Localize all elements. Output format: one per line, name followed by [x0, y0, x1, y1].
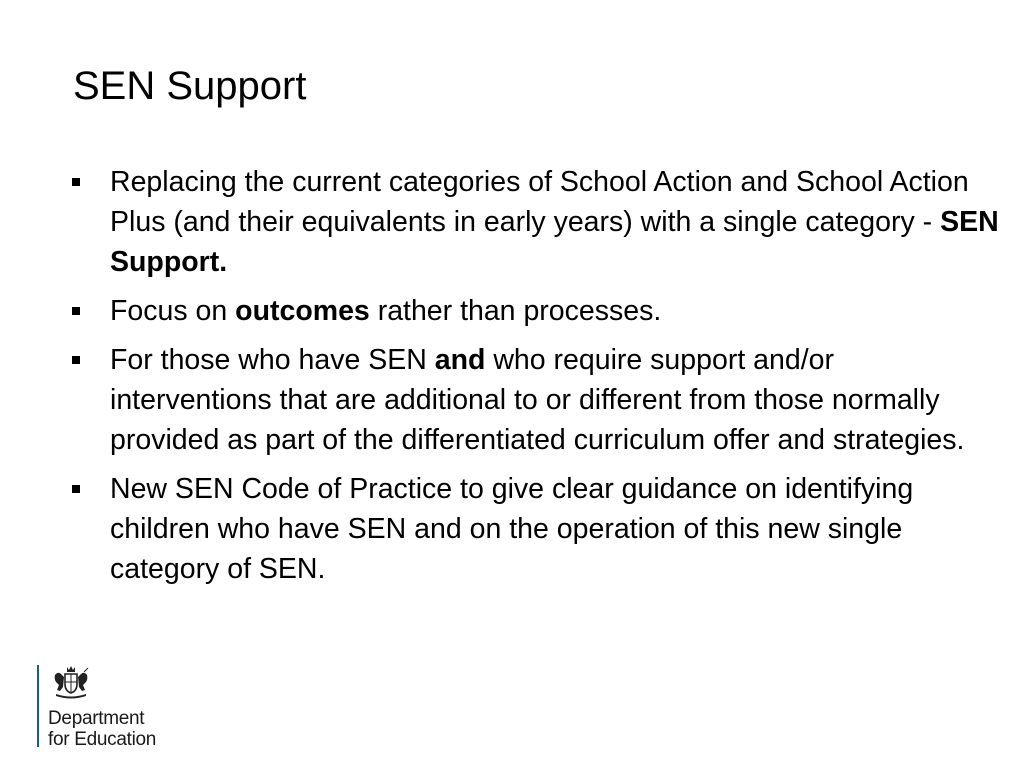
- bullet-item-1: [72, 162, 1002, 282]
- bullet-emphasis: outcomes: [235, 295, 370, 327]
- bullet-text: Replacing the current categories of School Action and School Action Plus (and their equivalents in early years) with a single category -: [110, 166, 969, 238]
- logo-line-2: for Education: [48, 729, 157, 750]
- bullet-item-3: [72, 340, 1002, 460]
- bullet-text: who require support and/or interventions that are additional to or different from those normally provided as part of the differentiated curriculum offer and strategies.: [110, 344, 965, 456]
- bullet-emphasis: and: [434, 344, 486, 376]
- bullet-text: New SEN Code of Practice to give clear guidance on identifying children who have SEN and on the operation of this new single category of SEN.: [110, 473, 914, 585]
- bullet-text: For those who have SEN: [110, 344, 435, 376]
- bullet-list: [72, 162, 1002, 598]
- bullet-item-4: [72, 469, 1002, 589]
- bullet-text: rather than processes.: [369, 295, 662, 327]
- royal-coat-of-arms-icon: [51, 665, 91, 699]
- square-bullet-icon: [72, 356, 80, 364]
- bullet-emphasis: SEN Support.: [110, 206, 999, 278]
- square-bullet-icon: [72, 307, 80, 315]
- department-for-education-logo: [37, 665, 157, 750]
- logo-line-1: Department: [48, 708, 145, 729]
- slide-title: SEN Support: [73, 64, 307, 108]
- square-bullet-icon: [72, 485, 80, 493]
- square-bullet-icon: [72, 178, 80, 186]
- bullet-text: Focus on: [110, 295, 236, 327]
- logo-text: [48, 708, 156, 750]
- bullet-item-2: [72, 291, 1002, 331]
